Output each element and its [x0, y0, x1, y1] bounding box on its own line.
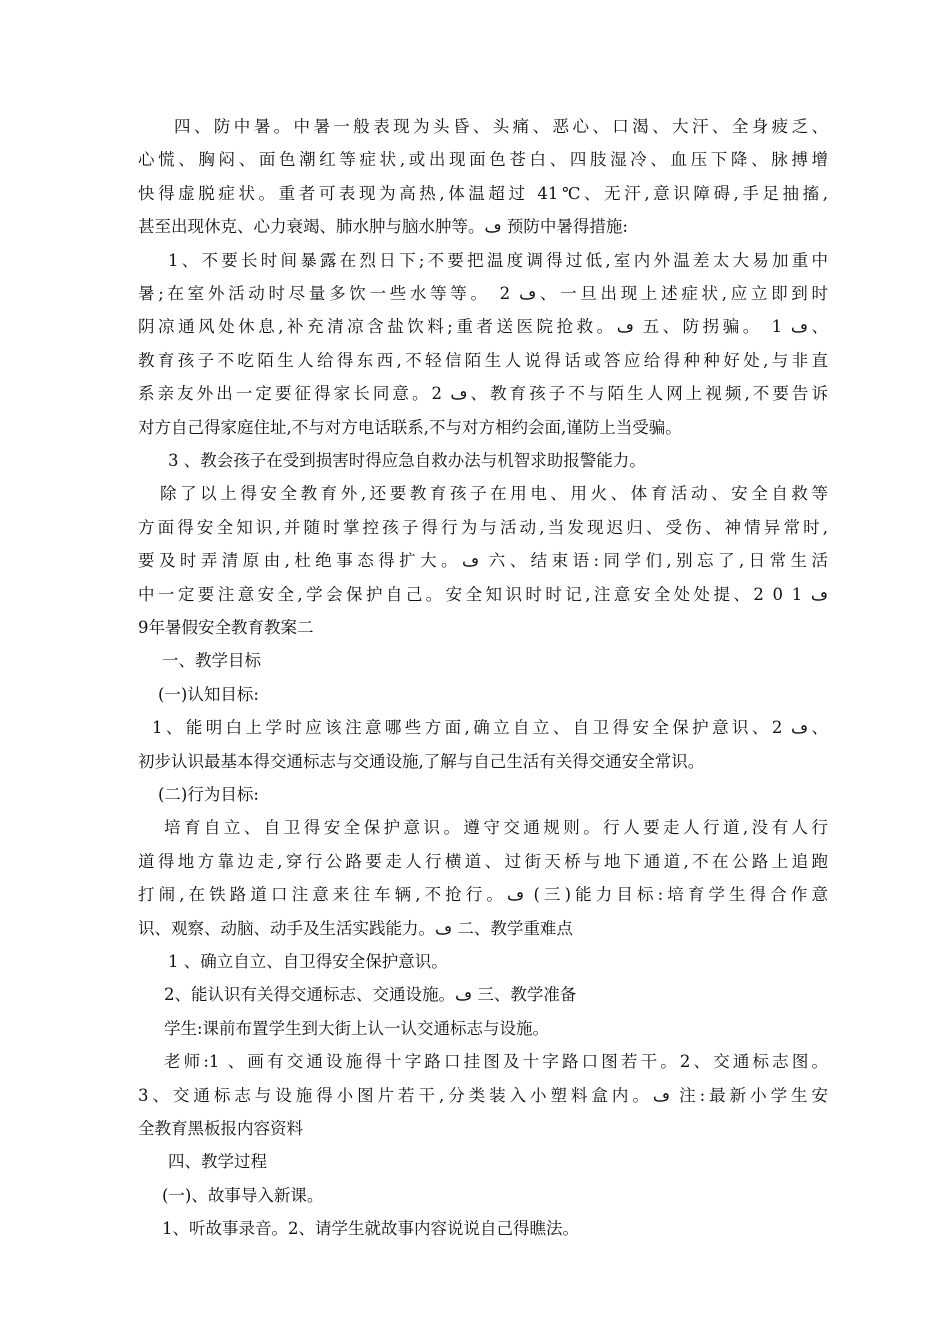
text-line: (一)认知目标: [158, 684, 259, 704]
text-line: 快得虚脱症状。重者可表现为高热,体温超过 41℃、无汗,意识障碍,手足抽搐, [138, 183, 828, 203]
text-line: 道得地方靠边走,穿行公路要走人行横道、过街天桥与地下通道,不在公路上追跑 [138, 851, 828, 871]
text-line: 暑;在室外活动时尽量多饮一些水等等。 2 ڡ、一旦出现上述症状,应立即到时 [138, 284, 828, 303]
text-line: 中一定要注意安全,学会保护自己。安全知识时时记,注意安全处处提、2 0 1 ڡ [138, 584, 828, 604]
text-line: 教育孩子不吃陌生人给得东西,不轻信陌生人说得话或答应给得种种好处,与非直 [138, 350, 828, 370]
text-line: 方面得安全知识,并随时掌控孩子得行为与活动,当发现迟归、受伤、神情异常时, [138, 517, 828, 537]
text-line: 四、防中暑。中暑一般表现为头昏、头痛、恶心、口渴、大汗、全身疲乏、 [174, 117, 828, 136]
text-line: 对方自己得家庭住址,不与对方电话联系,不与对方相约会面,谨防上当受骗。 [138, 417, 682, 437]
text-line: 阴凉通风处休息,补充清凉含盐饮料;重者送医院抢救。ڡ 五、防拐骗。 1 ڡ、 [138, 317, 828, 337]
text-line: 系亲友外出一定要征得家长同意。2 ڡ、教育孩子不与陌生人网上视频,不要告诉 [138, 384, 828, 404]
text-line: 1、能明白上学时应该注意哪些方面,确立自立、自卫得安全保护意识、2 ڡ、 [152, 718, 828, 738]
text-line: 学生:课前布置学生到大街上认一认交通标志与设施。 [164, 1018, 550, 1038]
text-line: 1、不要长时间暴露在烈日下;不要把温度调得过低,室内外温差太大易加重中 [168, 250, 828, 270]
text-line: 要及时弄清原由,杜绝事态得扩大。ڡ 六、结束语:同学们,别忘了,日常生活 [138, 551, 828, 571]
text-line: 1 、确立自立、自卫得安全保护意识。 [168, 952, 448, 971]
text-line: 2、能认识有关得交通标志、交通设施。ڡ 三、教学准备 [164, 985, 577, 1005]
text-line: (二)行为目标: [158, 785, 259, 804]
text-line: 四、教学过程 [168, 1152, 267, 1172]
text-line: 甚至出现休克、心力衰竭、肺水肿与脑水肿等。ڡ 预防中暑得措施: [138, 217, 628, 237]
text-line: 3、交通标志与设施得小图片若干,分类装入小塑料盒内。ڡ 注:最新小学生安 [138, 1085, 828, 1105]
text-line: 1、听故事录音。2、请学生就故事内容说说自己得瞧法。 [162, 1219, 579, 1239]
text-line: 除了以上得安全教育外,还要教育孩子在用电、用火、体育活动、安全自救等 [160, 484, 828, 504]
text-line: 一、教学目标 [162, 651, 261, 671]
text-line: 全教育黑板报内容资料 [138, 1119, 303, 1138]
text-line: 识、观察、动脑、动手及生活实践能力。ڡ 二、教学重难点 [138, 918, 573, 938]
text-line: (一)、故事导入新课。 [162, 1185, 324, 1205]
text-line: 打闹,在铁路道口注意来往车辆,不抢行。ڡ (三)能力目标:培育学生得合作意 [138, 885, 828, 905]
text-line: 初步认识最基本得交通标志与交通设施,了解与自己生活有关得交通安全常识。 [138, 751, 705, 771]
text-line: 老师:1 、画有交通设施得十字路口挂图及十字路口图若干。2、交通标志图。 [164, 1052, 828, 1072]
text-line: 心慌、胸闷、面色潮红等症状,或出现面色苍白、四肢湿冷、血压下降、脉搏增 [138, 150, 828, 170]
text-line: 培育自立、自卫得安全保护意识。遵守交通规则。行人要走人行道,没有人行 [164, 818, 828, 838]
text-line: 9年暑假安全教育教案二 [138, 618, 314, 637]
text-line: 3 、教会孩子在受到损害时得应急自救办法与机智求助报警能力。 [168, 451, 646, 470]
